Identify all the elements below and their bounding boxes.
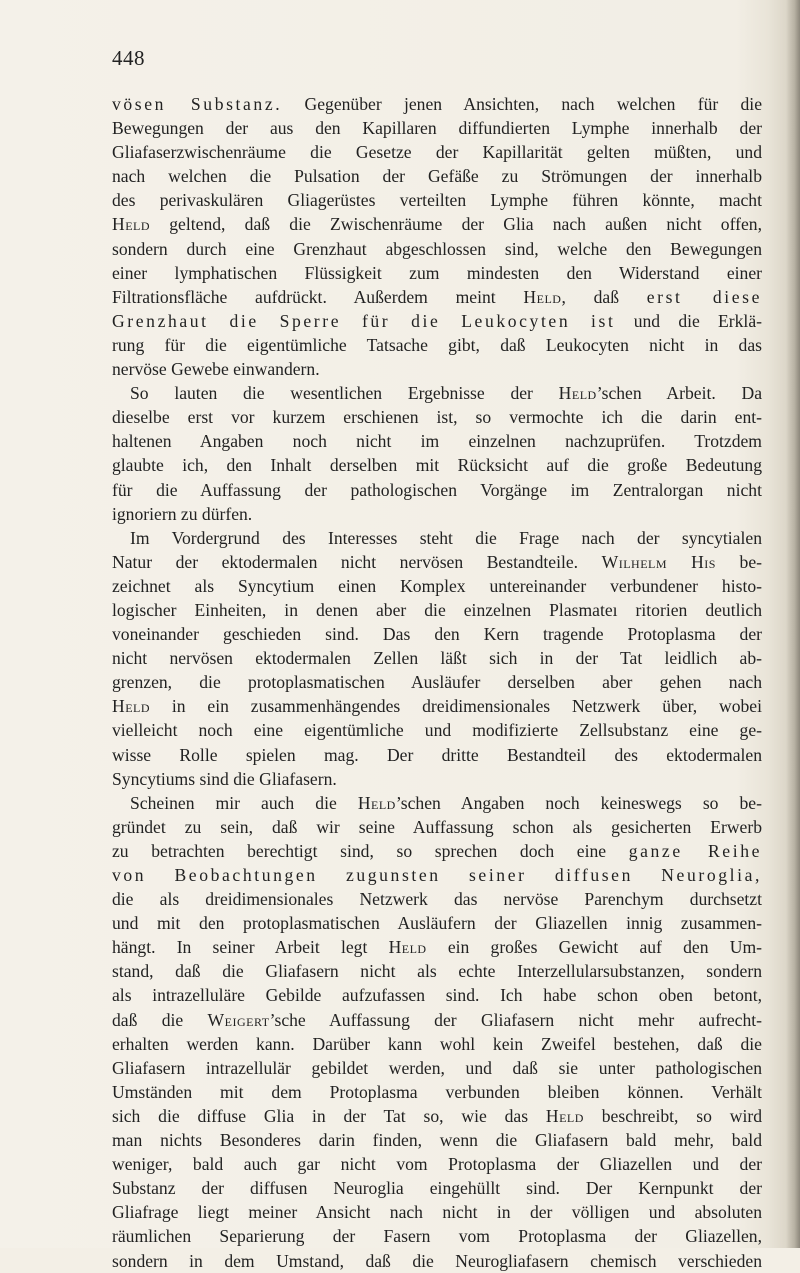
text-line <box>112 212 762 236</box>
text-line <box>112 959 762 983</box>
text-segment: man nichts Besonderes darin finden, wenn die Gliafasern bald mehr, bald <box>112 1130 762 1151</box>
body-text <box>112 92 762 1273</box>
text-line <box>112 1176 762 1200</box>
text-line <box>112 815 762 839</box>
text-segment: nervöse Gewebe einwandern. <box>112 359 320 380</box>
text-line <box>112 839 762 863</box>
text-segment: glaubte ich, den Inhalt derselben mit Rücksicht auf die große Bedeutung <box>112 455 762 476</box>
author-name: Held <box>112 214 151 235</box>
text-segment: Scheinen mir auch die <box>130 792 358 813</box>
text-line <box>112 1152 762 1176</box>
text-line <box>112 887 762 911</box>
text-line <box>112 791 762 815</box>
text-segment: ’schen Arbeit. Da <box>596 383 763 404</box>
text-segment: Gliafrage liegt meiner Ansicht nach nicht in der völligen und absoluten <box>112 1202 762 1223</box>
text-line <box>112 670 762 694</box>
text-segment: ’sche Auffassung der Gliafasern nicht mehr aufrecht- <box>269 1009 762 1030</box>
text-line <box>112 646 762 670</box>
text-segment: und mit den protoplasmatischen Ausläufern der Gliazellen innig zusammen- <box>112 913 762 934</box>
text-segment: logischer Einheiten, in denen aber die einzelnen Plasmateı ritorien deutlich <box>112 599 762 620</box>
text-line <box>112 911 762 935</box>
text-segment: haltenen Angaben noch nicht im einzelnen nachzuprüfen. Trotzdem <box>112 431 762 452</box>
text-line <box>112 453 762 477</box>
text-segment: Syncytiums sind die Gliafasern. <box>112 768 337 789</box>
text-line <box>112 718 762 742</box>
text-segment: zu betrachten berechtigt sind, so sprechen doch eine <box>112 840 629 861</box>
text-line <box>112 261 762 285</box>
text-line <box>112 1080 762 1104</box>
text-segment: sondern durch eine Grenzhaut abgeschlossen sind, welche den Bewegungen <box>112 238 762 259</box>
author-name: Held <box>388 937 427 958</box>
text-segment: ignoriern zu dürfen. <box>112 503 253 524</box>
text-line <box>112 1104 762 1128</box>
text-segment: Natur der ektodermalen nicht nervösen Bestandteile. <box>112 551 602 572</box>
text-segment: ein großes Gewicht auf den Um- <box>426 937 762 958</box>
text-line <box>112 478 762 502</box>
text-line <box>112 357 762 381</box>
text-segment: Gegenüber jenen Ansichten, nach welchen für die <box>282 94 763 114</box>
text-line <box>112 694 762 718</box>
text-line <box>112 598 762 622</box>
text-segment: geltend, daß die Zwischenräume der Glia nach außen nicht offen, <box>150 214 762 235</box>
text-segment: grenzen, die protoplasmatischen Ausläufer derselben aber gehen nach <box>112 672 762 693</box>
text-segment: die als dreidimensionales Netzwerk das nervöse Parenchym durchsetzt <box>112 889 762 910</box>
text-line <box>112 92 762 116</box>
text-segment: ’schen Angaben noch keineswegs so be- <box>395 792 762 813</box>
text-segment: für die Auffassung der pathologischen Vorgänge im Zentralorgan nicht <box>112 479 762 500</box>
text-line <box>112 1200 762 1224</box>
text-line <box>112 333 762 357</box>
author-name: Wilhelm His <box>601 551 716 572</box>
text-segment: in ein zusammenhängendes dreidimensionales Netzwerk über, wobei <box>150 696 762 717</box>
text-line <box>112 429 762 453</box>
text-segment: vielleicht noch eine eigentümliche und modifizierte Zellsubstanz eine ge- <box>112 720 762 741</box>
text-segment: weniger, bald auch gar nicht vom Protoplasma der Gliazellen und der <box>112 1154 762 1175</box>
text-segment: rung für die eigentümliche Tatsache gibt, daß Leukocyten nicht in das <box>112 334 762 355</box>
text-line <box>112 164 762 188</box>
text-line <box>112 1249 762 1273</box>
emphasis-text: ganze Reihe <box>628 840 762 861</box>
text-segment: wisse Rolle spielen mag. Der dritte Bestandteil des ektodermalen <box>112 744 762 765</box>
text-segment: nicht nervösen ektodermalen Zellen läßt sich in der Tat leidlich ab- <box>112 648 762 669</box>
emphasis-text: vösen Substanz. <box>112 94 283 114</box>
emphasis-text: Grenzhaut die Sperre für die Leukocyten ist <box>112 310 616 331</box>
text-segment: gründet zu sein, daß wir seine Auffassung schon als gesicherten Erwerb <box>112 816 762 837</box>
author-name: Held <box>545 1105 584 1126</box>
text-segment: sondern in dem Umstand, daß die Neurogliafasern chemisch verschieden <box>112 1250 762 1271</box>
text-line <box>112 237 762 261</box>
text-line <box>112 574 762 598</box>
text-line <box>112 767 762 791</box>
text-line <box>112 140 762 164</box>
page-number: 448 <box>112 46 145 70</box>
text-line <box>112 405 762 429</box>
text-line <box>112 743 762 767</box>
author-name: Weigert <box>207 1009 270 1030</box>
author-name: Held <box>112 696 151 717</box>
text-line <box>112 1032 762 1056</box>
author-name: Held <box>558 383 597 404</box>
text-line <box>112 502 762 526</box>
text-segment: daß die <box>112 1009 208 1030</box>
text-segment: nach welchen die Pulsation der Gefäße zu Strömungen der innerhalb <box>112 166 762 187</box>
text-segment: und die Erklä- <box>615 310 762 331</box>
text-segment: Gliafaserzwischenräume die Gesetze der Kapillarität gelten müßten, und <box>112 142 762 163</box>
text-line <box>112 622 762 646</box>
text-segment: , daß <box>561 286 647 307</box>
emphasis-text: erst diese <box>646 286 763 307</box>
text-segment: Im Vordergrund des Interesses steht die Frage nach der syncytialen <box>130 527 762 548</box>
text-line <box>112 1056 762 1080</box>
text-segment: als intrazelluläre Gebilde aufzufassen sind. Ich habe schon oben betont, <box>112 985 762 1006</box>
text-line <box>112 935 762 959</box>
text-line <box>112 188 762 212</box>
text-segment: zeichnet als Syncytium einen Komplex untereinander verbundener histo- <box>112 575 762 596</box>
text-segment: be- <box>715 551 762 572</box>
text-line <box>112 1224 762 1248</box>
text-line <box>112 983 762 1007</box>
text-segment: erhalten werden kann. Darüber kann wohl kein Zweifel bestehen, daß die <box>112 1033 762 1054</box>
text-line <box>112 526 762 550</box>
text-segment: sich die diffuse Glia in der Tat so, wie das <box>112 1105 546 1126</box>
author-name: Held <box>357 792 396 813</box>
text-segment: Filtrationsfläche aufdrückt. Außerdem meint <box>112 286 524 307</box>
emphasis-text: von Beobachtungen zugunsten seiner diffusen Neuroglia, <box>112 865 762 885</box>
text-segment: des perivaskulären Gliagerüstes verteilten Lymphe führen könnte, macht <box>112 190 762 211</box>
text-line <box>112 1008 762 1032</box>
text-segment: Substanz der diffusen Neuroglia eingehüllt sind. Der Kernpunkt der <box>112 1178 762 1199</box>
text-segment: Gliafasern intrazellulär gebildet werden, und daß sie unter pathologischen <box>112 1057 762 1078</box>
text-line <box>112 309 762 333</box>
text-line <box>112 1128 762 1152</box>
page-edge-shadow <box>786 0 800 1248</box>
text-line <box>112 381 762 405</box>
text-line <box>112 863 762 887</box>
author-name: Held <box>523 286 562 307</box>
text-segment: Bewegungen der aus den Kapillaren diffundierten Lymphe innerhalb der <box>112 118 762 139</box>
text-line <box>112 285 762 309</box>
text-line <box>112 116 762 140</box>
text-line <box>112 550 762 574</box>
text-segment: einer lymphatischen Flüssigkeit zum mindesten den Widerstand einer <box>112 262 762 283</box>
text-segment: beschreibt, so wird <box>583 1105 762 1126</box>
text-segment: dieselbe erst vor kurzem erschienen ist, so vermochte ich die darin ent- <box>112 407 762 428</box>
text-segment: Umständen mit dem Protoplasma verbunden bleiben können. Verhält <box>112 1081 762 1102</box>
text-segment: stand, daß die Gliafasern nicht als echte Interzellularsubstanzen, sondern <box>112 961 762 982</box>
text-segment: hängt. In seiner Arbeit legt <box>112 937 389 958</box>
text-segment: räumlichen Separierung der Fasern vom Protoplasma der Gliazellen, <box>112 1226 762 1247</box>
text-segment: voneinander geschieden sind. Das den Kern tragende Protoplasma der <box>112 624 762 645</box>
text-segment: So lauten die wesentlichen Ergebnisse der <box>130 383 559 404</box>
